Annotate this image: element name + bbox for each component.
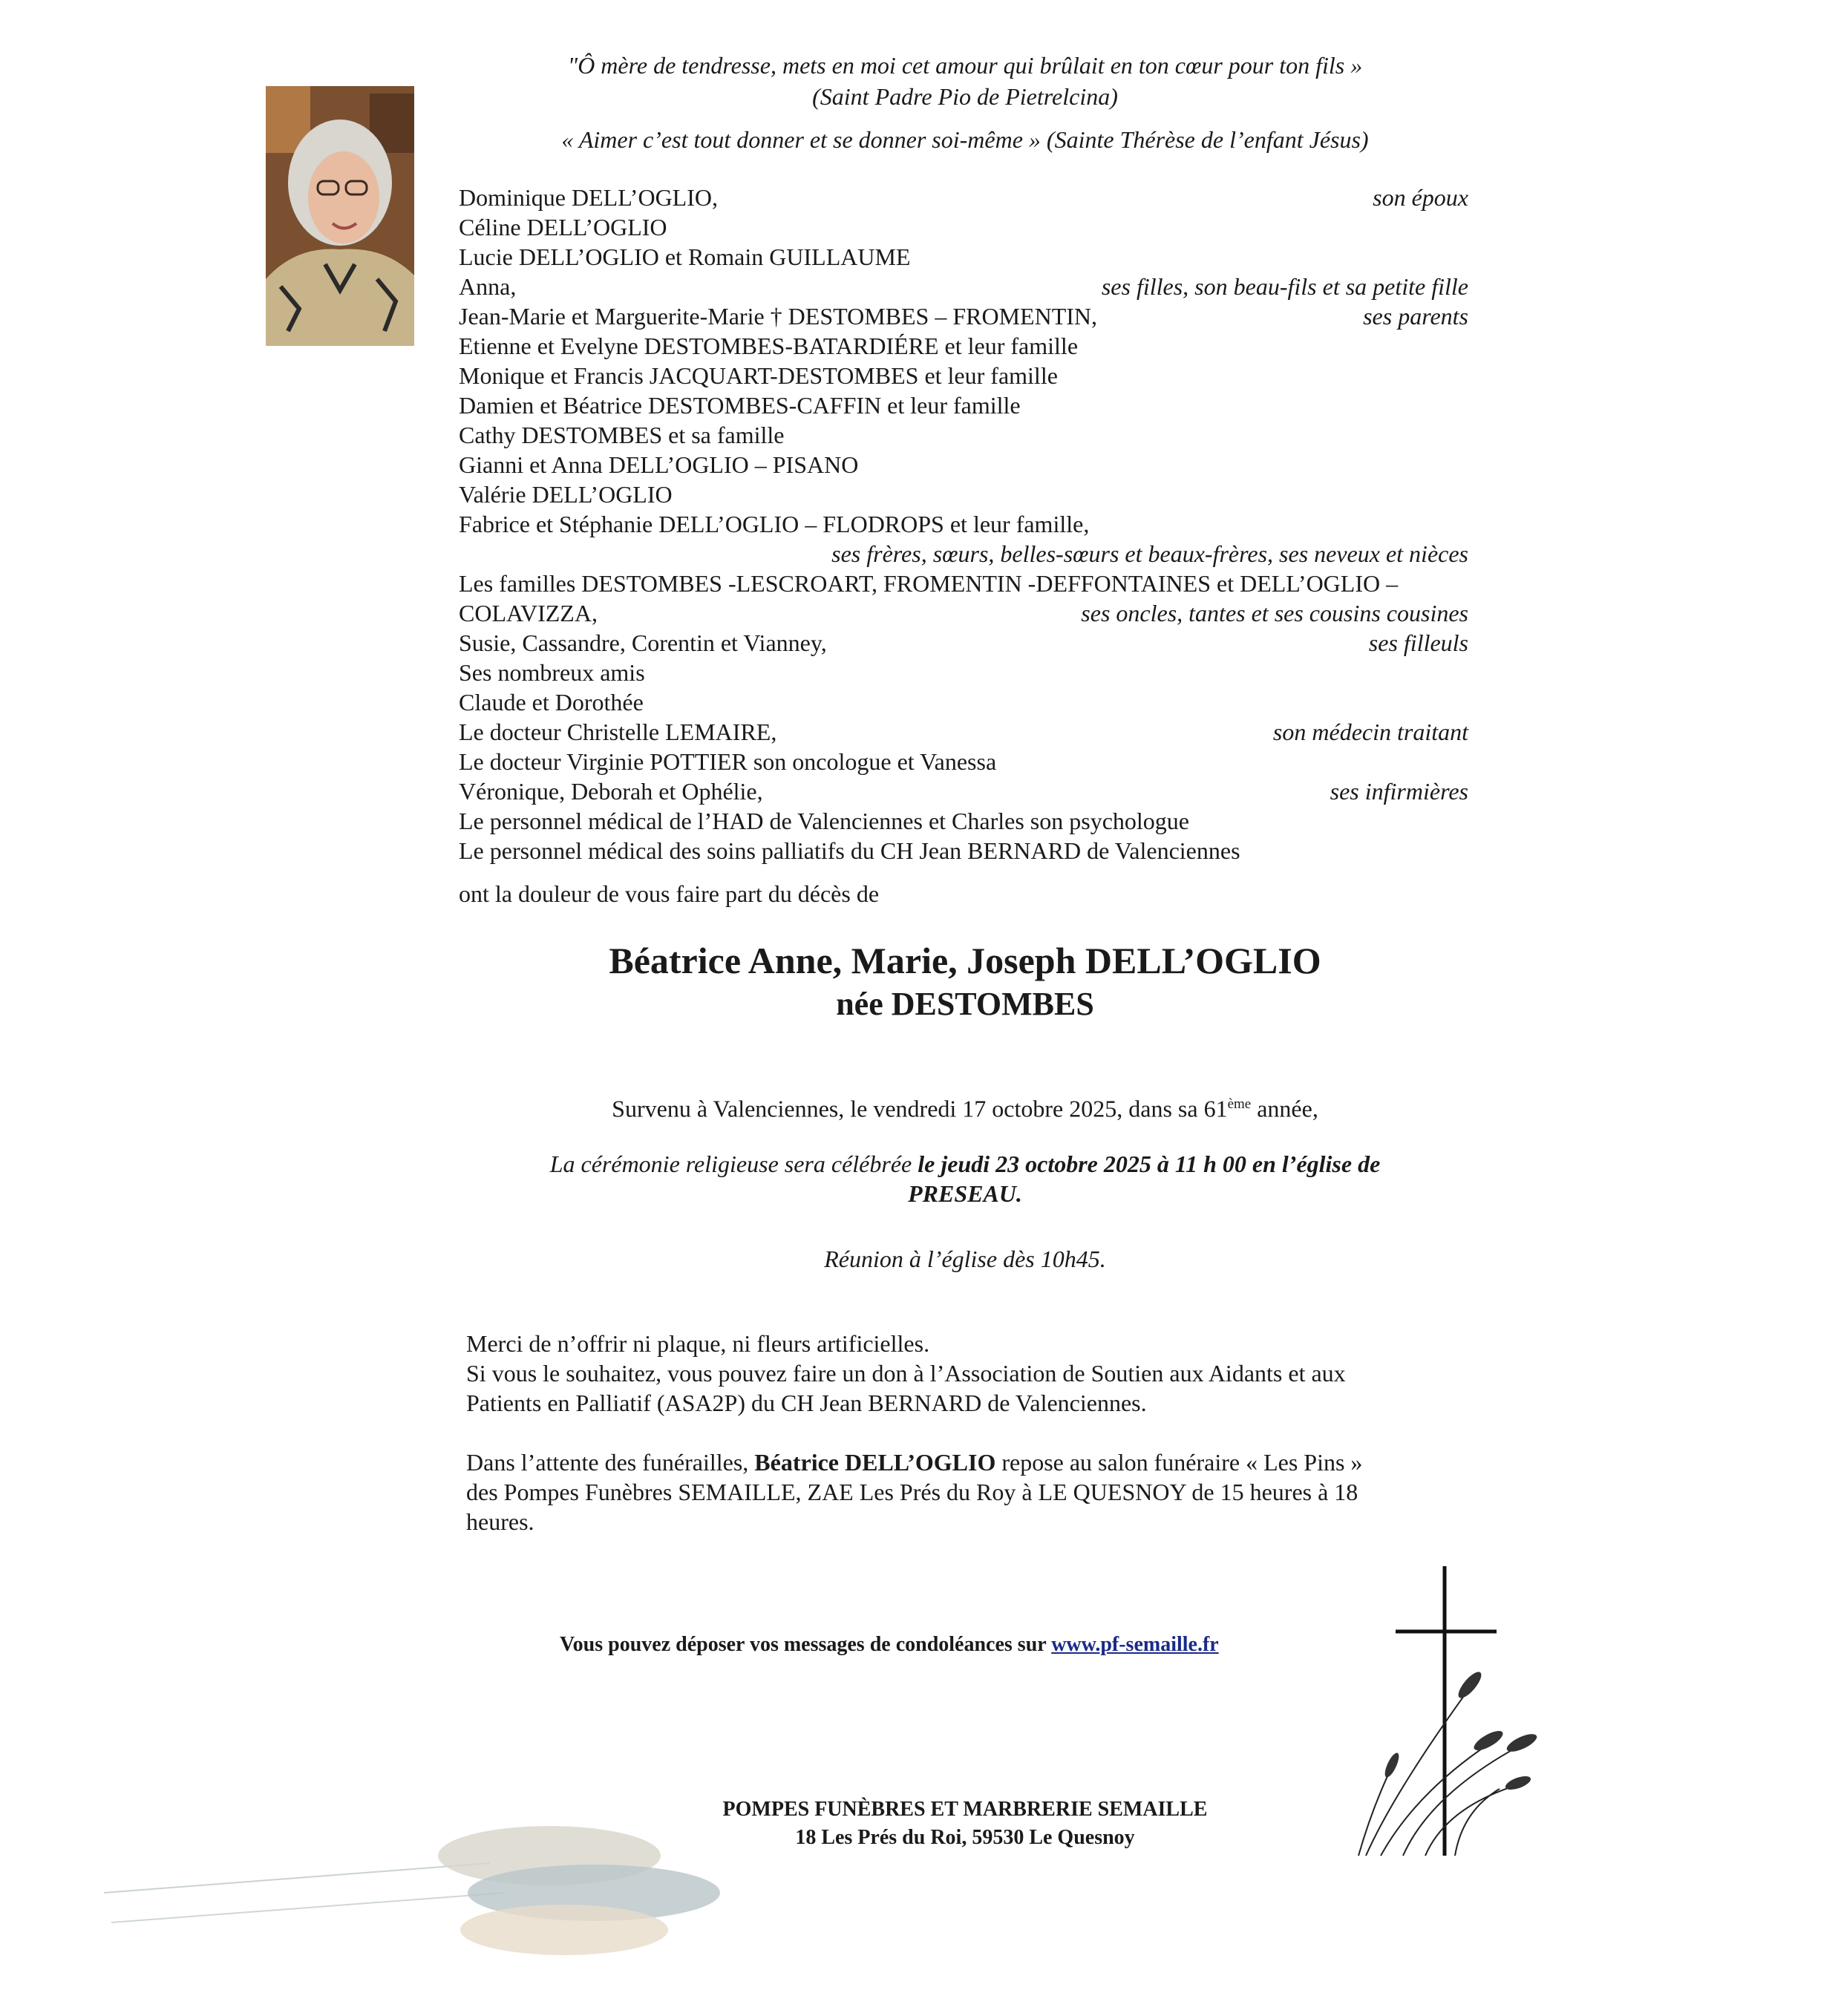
notes-line-3: Patients en Palliatif (ASA2P) du CH Jean BERNARD de Valenciennes. bbox=[466, 1390, 1147, 1416]
family-member: Le docteur Christelle LEMAIRE, bbox=[459, 719, 777, 745]
family-line bbox=[459, 598, 1468, 628]
notes-line-1: Merci de n’offrir ni plaque, ni fleurs artificielles. bbox=[466, 1330, 930, 1357]
portrait-illustration bbox=[266, 86, 414, 346]
family-member: Le personnel médical des soins palliatifs du CH Jean BERNARD de Valenciennes bbox=[459, 837, 1240, 864]
family-member: Le personnel médical de l’HAD de Valenciennes et Charles son psychologue bbox=[459, 808, 1189, 834]
death-info bbox=[460, 1090, 1470, 1124]
family-member: Etienne et Evelyne DESTOMBES-BATARDIÉRE et leur famille bbox=[459, 333, 1079, 359]
footer-address: 18 Les Prés du Roi, 59530 Le Quesnoy bbox=[795, 1826, 1135, 1849]
portrait-photo bbox=[266, 86, 414, 346]
family-member: Ses nombreux amis bbox=[459, 659, 645, 686]
family-line bbox=[459, 212, 1468, 242]
family-member: Monique et Francis JACQUART-DESTOMBES et leur famille bbox=[459, 362, 1058, 389]
family-member: Dominique DELL’OGLIO, bbox=[459, 184, 718, 211]
family-relation: ses filles, son beau-fils et sa petite fille bbox=[1101, 273, 1468, 300]
family-member: Le docteur Virginie POTTIER son oncologue et Vanessa bbox=[459, 748, 997, 775]
family-member: Céline DELL’OGLIO bbox=[459, 214, 667, 240]
deceased-maiden-name: née DESTOMBES bbox=[836, 986, 1094, 1022]
quote-padre-pio: "Ô mère de tendresse, mets en moi cet amour qui brûlait en ton cœur pour ton fils » bbox=[567, 52, 1363, 79]
family-line bbox=[459, 806, 1468, 836]
family-member: Gianni et Anna DELL’OGLIO – PISANO bbox=[459, 451, 859, 478]
family-member: Lucie DELL’OGLIO et Romain GUILLAUME bbox=[459, 243, 911, 270]
family-line bbox=[459, 390, 1468, 420]
family-line bbox=[459, 301, 1468, 331]
ceremony-date: le jeudi 23 octobre 2025 à 11 h 00 en l’église de bbox=[918, 1151, 1381, 1177]
ceremony-info bbox=[460, 1149, 1470, 1179]
family-member: Susie, Cassandre, Corentin et Vianney, bbox=[459, 629, 827, 656]
ceremony-place: PRESEAU. bbox=[908, 1180, 1022, 1207]
funeral-name: Béatrice DELL’OGLIO bbox=[754, 1449, 996, 1476]
family-line bbox=[459, 183, 1468, 212]
family-relation: ses infirmières bbox=[1330, 778, 1468, 805]
funeral-line-2: des Pompes Funèbres SEMAILLE, ZAE Les Prés du Roy à LE QUESNOY de 15 heures à 18 bbox=[466, 1479, 1358, 1505]
family-line bbox=[459, 836, 1468, 865]
funeral-salon: repose au salon funéraire « Les Pins » bbox=[995, 1449, 1363, 1476]
family-relation: ses frères, sœurs, belles-sœurs et beaux-frères, ses neveux et nièces bbox=[831, 540, 1468, 567]
quote-attribution: (Saint Padre Pio de Pietrelcina) bbox=[812, 83, 1118, 110]
family-member: COLAVIZZA, bbox=[459, 600, 598, 626]
family-relation: son médecin traitant bbox=[1272, 719, 1468, 745]
family-member: Véronique, Deborah et Ophélie, bbox=[459, 778, 763, 805]
family-relation: ses filleuls bbox=[1368, 629, 1468, 656]
family-line bbox=[459, 480, 1468, 509]
family-relation: ses parents bbox=[1363, 303, 1468, 330]
family-line bbox=[459, 628, 1468, 658]
family-line bbox=[459, 509, 1468, 539]
family-member: Fabrice et Stéphanie DELL’OGLIO – FLODROPS et leur famille, bbox=[459, 511, 1090, 537]
notes-line-2: Si vous le souhaitez, vous pouvez faire un don à l’Association de Soutien aux Aidants et aux bbox=[466, 1360, 1346, 1387]
family-member: Jean-Marie et Marguerite-Marie † DESTOMBES – FROMENTIN, bbox=[459, 303, 1097, 330]
family-line bbox=[459, 450, 1468, 480]
family-line bbox=[459, 331, 1468, 361]
funeral-line-3: heures. bbox=[466, 1508, 534, 1535]
family-relation: son époux bbox=[1373, 184, 1468, 211]
notes-block bbox=[466, 1329, 1468, 1418]
family-member: Valérie DELL’OGLIO bbox=[459, 481, 673, 508]
family-line bbox=[459, 747, 1468, 776]
reunion-info: Réunion à l’église dès 10h45. bbox=[824, 1246, 1106, 1272]
family-line bbox=[459, 361, 1468, 390]
family-line bbox=[459, 242, 1468, 272]
family-line bbox=[459, 687, 1468, 717]
family-member: Damien et Béatrice DESTOMBES-CAFFIN et leur famille bbox=[459, 392, 1021, 419]
announcement-text: ont la douleur de vous faire part du décès de bbox=[459, 880, 880, 907]
family-line bbox=[459, 420, 1468, 450]
condolences-link[interactable]: www.pf-semaille.fr bbox=[1051, 1633, 1219, 1656]
family-line bbox=[459, 776, 1468, 806]
family-relation: ses oncles, tantes et ses cousins cousines bbox=[1081, 600, 1468, 626]
condolences-line bbox=[560, 1632, 1219, 1658]
family-member: Cathy DESTOMBES et sa famille bbox=[459, 422, 785, 448]
funeral-line-1 bbox=[466, 1447, 1468, 1477]
deceased-name: Béatrice Anne, Marie, Joseph DELL’OGLIO bbox=[609, 940, 1321, 981]
ceremony-intro: La cérémonie religieuse sera célébrée bbox=[549, 1151, 918, 1177]
family-line bbox=[459, 272, 1468, 301]
family-member: Claude et Dorothée bbox=[459, 689, 644, 716]
family-line bbox=[459, 569, 1468, 598]
funeral-intro: Dans l’attente des funérailles, bbox=[466, 1449, 755, 1476]
death-end: année, bbox=[1251, 1095, 1318, 1122]
funeral-home-block bbox=[466, 1447, 1468, 1536]
family-list bbox=[459, 183, 1468, 865]
death-text: Survenu à Valenciennes, le vendredi 17 octobre 2025, dans sa 61 bbox=[612, 1095, 1228, 1122]
quote-therese: « Aimer c’est tout donner et se donner soi-même » (Sainte Thérèse de l’enfant Jésus) bbox=[561, 126, 1369, 153]
family-member: Anna, bbox=[459, 273, 517, 300]
family-line bbox=[459, 539, 1468, 569]
family-member: Les familles DESTOMBES -LESCROART, FROMENTIN -DEFFONTAINES et DELL’OGLIO – bbox=[459, 570, 1399, 597]
condolences-text: Vous pouvez déposer vos messages de condoléances sur bbox=[560, 1633, 1052, 1656]
footer-company: POMPES FUNÈBRES ET MARBRERIE SEMAILLE bbox=[722, 1798, 1208, 1821]
death-ordinal: ème bbox=[1227, 1096, 1252, 1112]
family-line bbox=[459, 658, 1468, 687]
family-line bbox=[459, 717, 1468, 747]
